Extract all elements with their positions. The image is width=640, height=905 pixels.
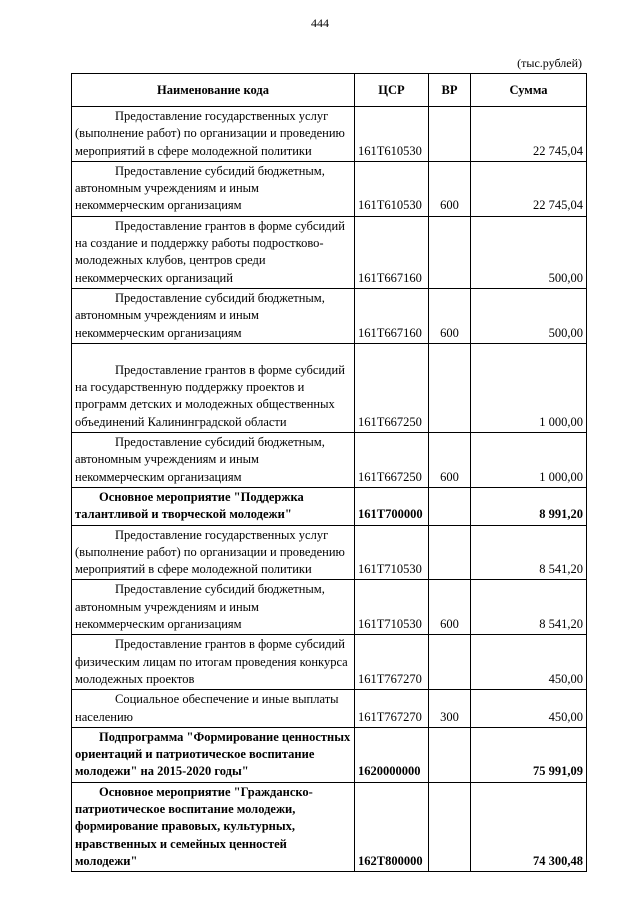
row-csr: 161Т767270 bbox=[355, 635, 429, 690]
row-sum: 500,00 bbox=[471, 288, 587, 343]
table-row bbox=[72, 487, 587, 525]
table-row bbox=[72, 343, 587, 432]
row-vr bbox=[429, 727, 471, 782]
table-row bbox=[72, 525, 587, 580]
row-vr: 600 bbox=[429, 288, 471, 343]
row-name: Основное мероприятие "Гражданско-патриотическое воспитание молодежи, формирование правовых, культурных, нравственных и семейных ценностей молодежи" bbox=[72, 782, 355, 871]
row-vr: 600 bbox=[429, 580, 471, 635]
row-sum: 8 991,20 bbox=[471, 487, 587, 525]
row-csr: 161Т700000 bbox=[355, 487, 429, 525]
row-sum: 500,00 bbox=[471, 216, 587, 288]
row-vr: 600 bbox=[429, 161, 471, 216]
row-name: Подпрограмма "Формирование ценностных ориентаций и патриотическое воспитание молодежи" на 2015-2020 годы" bbox=[72, 727, 355, 782]
header-csr: ЦСР bbox=[355, 74, 429, 107]
row-csr: 1620000000 bbox=[355, 727, 429, 782]
row-csr: 161Т710530 bbox=[355, 525, 429, 580]
row-csr: 161Т667160 bbox=[355, 288, 429, 343]
row-sum: 22 745,04 bbox=[471, 161, 587, 216]
header-vr: ВР bbox=[429, 74, 471, 107]
unit-note: (тыс.рублей) bbox=[517, 56, 582, 70]
row-vr: 300 bbox=[429, 690, 471, 728]
row-vr bbox=[429, 525, 471, 580]
table-row bbox=[72, 161, 587, 216]
table-row bbox=[72, 433, 587, 488]
row-vr bbox=[429, 343, 471, 432]
row-name: Предоставление грантов в форме субсидий на создание и поддержку работы подростково-молодежных клубов, центров среди некоммерческих организаций bbox=[72, 216, 355, 288]
row-name: Предоставление субсидий бюджетным, автономным учреждениям и иным некоммерческим организациям bbox=[72, 433, 355, 488]
row-sum: 1 000,00 bbox=[471, 433, 587, 488]
row-vr bbox=[429, 216, 471, 288]
row-csr: 162Т800000 bbox=[355, 782, 429, 871]
table-header-row bbox=[72, 74, 587, 107]
table-row bbox=[72, 635, 587, 690]
row-name: Предоставление субсидий бюджетным, автономным учреждениям и иным некоммерческим организациям bbox=[72, 161, 355, 216]
row-name: Основное мероприятие "Поддержка талантливой и творческой молодежи" bbox=[72, 487, 355, 525]
row-sum: 8 541,20 bbox=[471, 525, 587, 580]
table-row bbox=[72, 690, 587, 728]
row-name: Предоставление государственных услуг (выполнение работ) по организации и проведению мероприятий в сфере молодежной политики bbox=[72, 525, 355, 580]
row-sum: 8 541,20 bbox=[471, 580, 587, 635]
row-vr bbox=[429, 782, 471, 871]
row-sum: 450,00 bbox=[471, 635, 587, 690]
row-csr: 161Т667160 bbox=[355, 216, 429, 288]
row-csr: 161Т610530 bbox=[355, 161, 429, 216]
budget-table bbox=[71, 73, 587, 872]
row-name: Предоставление субсидий бюджетным, автономным учреждениям и иным некоммерческим организациям bbox=[72, 580, 355, 635]
row-name: Предоставление грантов в форме субсидий на государственную поддержку проектов и программ детских и молодежных общественных объединений Калининградской области bbox=[72, 343, 355, 432]
row-sum: 74 300,48 bbox=[471, 782, 587, 871]
header-name: Наименование кода bbox=[72, 74, 355, 107]
table-row bbox=[72, 107, 587, 162]
table-row bbox=[72, 580, 587, 635]
table-row bbox=[72, 782, 587, 871]
row-sum: 22 745,04 bbox=[471, 107, 587, 162]
row-sum: 1 000,00 bbox=[471, 343, 587, 432]
row-csr: 161Т767270 bbox=[355, 690, 429, 728]
row-csr: 161Т667250 bbox=[355, 433, 429, 488]
row-name: Предоставление субсидий бюджетным, автономным учреждениям и иным некоммерческим организациям bbox=[72, 288, 355, 343]
row-sum: 450,00 bbox=[471, 690, 587, 728]
header-sum: Сумма bbox=[471, 74, 587, 107]
row-vr bbox=[429, 107, 471, 162]
row-csr: 161Т610530 bbox=[355, 107, 429, 162]
row-name: Предоставление грантов в форме субсидий физическим лицам по итогам проведения конкурса молодежных проектов bbox=[72, 635, 355, 690]
page-number: 444 bbox=[311, 16, 329, 30]
row-csr: 161Т667250 bbox=[355, 343, 429, 432]
row-name: Предоставление государственных услуг (выполнение работ) по организации и проведению мероприятий в сфере молодежной политики bbox=[72, 107, 355, 162]
row-csr: 161Т710530 bbox=[355, 580, 429, 635]
table-row bbox=[72, 288, 587, 343]
table-row bbox=[72, 216, 587, 288]
row-vr: 600 bbox=[429, 433, 471, 488]
row-name: Социальное обеспечение и иные выплаты населению bbox=[72, 690, 355, 728]
row-vr bbox=[429, 635, 471, 690]
row-vr bbox=[429, 487, 471, 525]
table-row bbox=[72, 727, 587, 782]
row-sum: 75 991,09 bbox=[471, 727, 587, 782]
